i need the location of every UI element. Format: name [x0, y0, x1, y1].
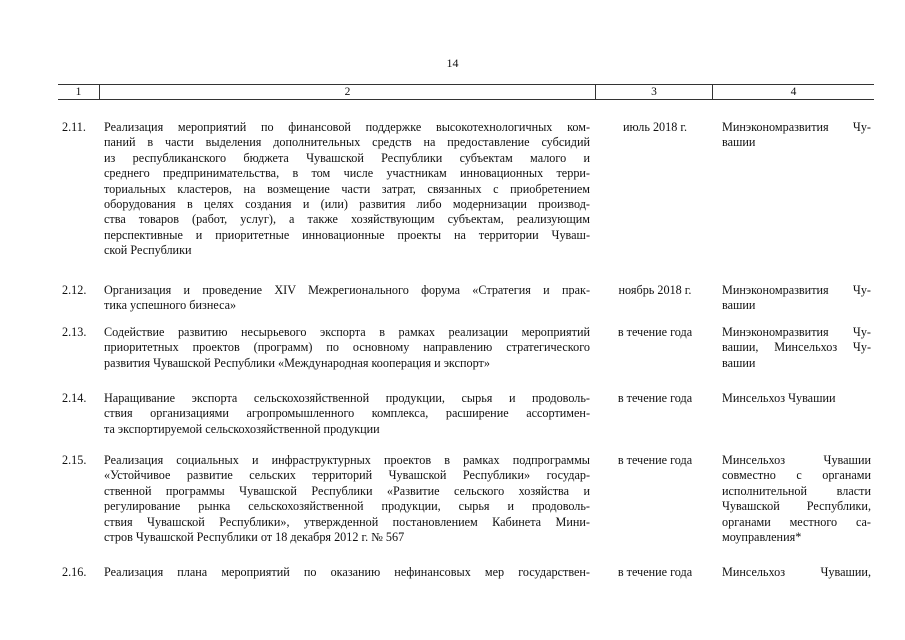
- task-text: [104, 391, 590, 437]
- task-line: перспективные и приоритетные инновационные проекты на территории Чуваш-: [104, 227, 590, 242]
- responsible-line: вашии: [722, 135, 756, 150]
- row-number: 2.12.: [62, 283, 87, 297]
- task-text: [104, 120, 590, 259]
- task-text: [104, 325, 590, 371]
- task-line: приоритетных проектов (программ) по основному направлению стратегического: [104, 340, 590, 355]
- responsible-line: моуправления*: [722, 530, 802, 545]
- row-number: 2.15.: [62, 453, 87, 467]
- task-line: развития Чувашской Республики «Международная кооперация и экспорт»: [104, 355, 490, 370]
- row-number: 2.13.: [62, 325, 87, 339]
- task-line: паний в части выделения дополнительных средств на предоставление субсидий: [104, 135, 590, 150]
- task-line: Реализация социальных и инфраструктурных проектов в рамках подпрограммы: [104, 453, 590, 467]
- deadline: июль 2018 г.: [622, 120, 688, 134]
- task-line: «Устойчивое развитие сельских территорий Чувашской Республики» государ-: [104, 468, 590, 483]
- deadline: в течение года: [617, 565, 693, 579]
- responsible: [722, 565, 871, 580]
- responsible-line: Минэкономразвития Чу-: [722, 283, 871, 297]
- header-col-1: 1: [75, 86, 82, 98]
- deadline: в течение года: [617, 391, 693, 405]
- responsible: [722, 453, 871, 545]
- responsible-line: Минсельхоз Чувашии,: [722, 565, 871, 579]
- task-line: Реализация мероприятий по финансовой поддержке высокотехнологичных ком-: [104, 120, 590, 134]
- task-text: [104, 453, 590, 545]
- deadline: ноябрь 2018 г.: [618, 283, 692, 297]
- task-line: Организация и проведение XIV Межрегионального форума «Стратегия и прак-: [104, 283, 590, 297]
- task-text: [104, 565, 590, 580]
- page-number: 14: [446, 56, 459, 70]
- task-text: [104, 283, 590, 314]
- responsible-line: вашии: [722, 298, 756, 313]
- responsible-line: совместно с органами: [722, 468, 871, 483]
- task-line: регулирование рынка сельскохозяйственной продукции, сырья и продоволь-: [104, 499, 590, 514]
- task-line: ствия Чувашской Республики», утвержденной постановлением Кабинета Мини-: [104, 514, 590, 529]
- responsible-line: Минсельхоз Чувашии: [722, 453, 871, 467]
- responsible-line: Минэкономразвития Чу-: [722, 120, 871, 134]
- task-line: ториальных кластеров, на возмещение части затрат, связанных с приобретением: [104, 181, 590, 196]
- responsible-line: вашии, Минсельхоз Чу-: [722, 340, 871, 355]
- responsible: [722, 391, 871, 406]
- row-number: 2.11.: [62, 120, 86, 134]
- task-line: Наращивание экспорта сельскохозяйственной продукции, сырья и продоволь-: [104, 391, 590, 405]
- responsible: [722, 283, 871, 314]
- responsible: [722, 325, 871, 371]
- task-line: оборудования в целях создания и (или) развития либо модернизации производ-: [104, 197, 590, 212]
- table-header: [58, 84, 874, 100]
- header-col-3: 3: [651, 86, 657, 98]
- header-col-4: 4: [790, 86, 797, 98]
- task-line: ствия организациями агропромышленного комплекса, расширение ассортимен-: [104, 406, 590, 421]
- responsible-line: вашии: [722, 355, 756, 370]
- responsible: [722, 120, 871, 151]
- task-line: ской Республики: [104, 243, 192, 258]
- responsible-line: органами местного са-: [722, 514, 871, 529]
- row-number: 2.16.: [62, 565, 87, 579]
- responsible-line: Минэкономразвития Чу-: [722, 325, 871, 339]
- responsible-line: исполнительной власти: [722, 483, 871, 498]
- task-line: ственной программы Чувашской Республики «Развитие сельского хозяйства и: [104, 483, 590, 498]
- task-line: Содействие развитию несырьевого экспорта в рамках реализации мероприятий: [104, 325, 590, 339]
- responsible-line: Чувашской Республики,: [722, 499, 871, 514]
- task-line: Реализация плана мероприятий по оказанию нефинансовых мер государствен-: [104, 565, 590, 579]
- header-col-2: 2: [344, 86, 351, 98]
- task-line: тика успешного бизнеса»: [104, 298, 237, 313]
- task-line: та экспортируемой сельскохозяйственной продукции: [104, 421, 380, 436]
- task-line: стров Чувашской Республики от 18 декабря 2012 г. № 567: [104, 530, 405, 545]
- deadline: в течение года: [617, 325, 693, 339]
- task-line: из республиканского бюджета Чувашской Республики субъектам малого и: [104, 150, 590, 165]
- task-line: ства товаров (работ, услуг), а также хозяйствующим субъектам, реализующим: [104, 212, 590, 227]
- row-number: 2.14.: [62, 391, 87, 405]
- responsible-line: Минсельхоз Чувашии: [722, 391, 836, 405]
- deadline: в течение года: [617, 453, 693, 467]
- task-line: среднего предпринимательства, в том числе участникам инновационных терри-: [104, 166, 590, 181]
